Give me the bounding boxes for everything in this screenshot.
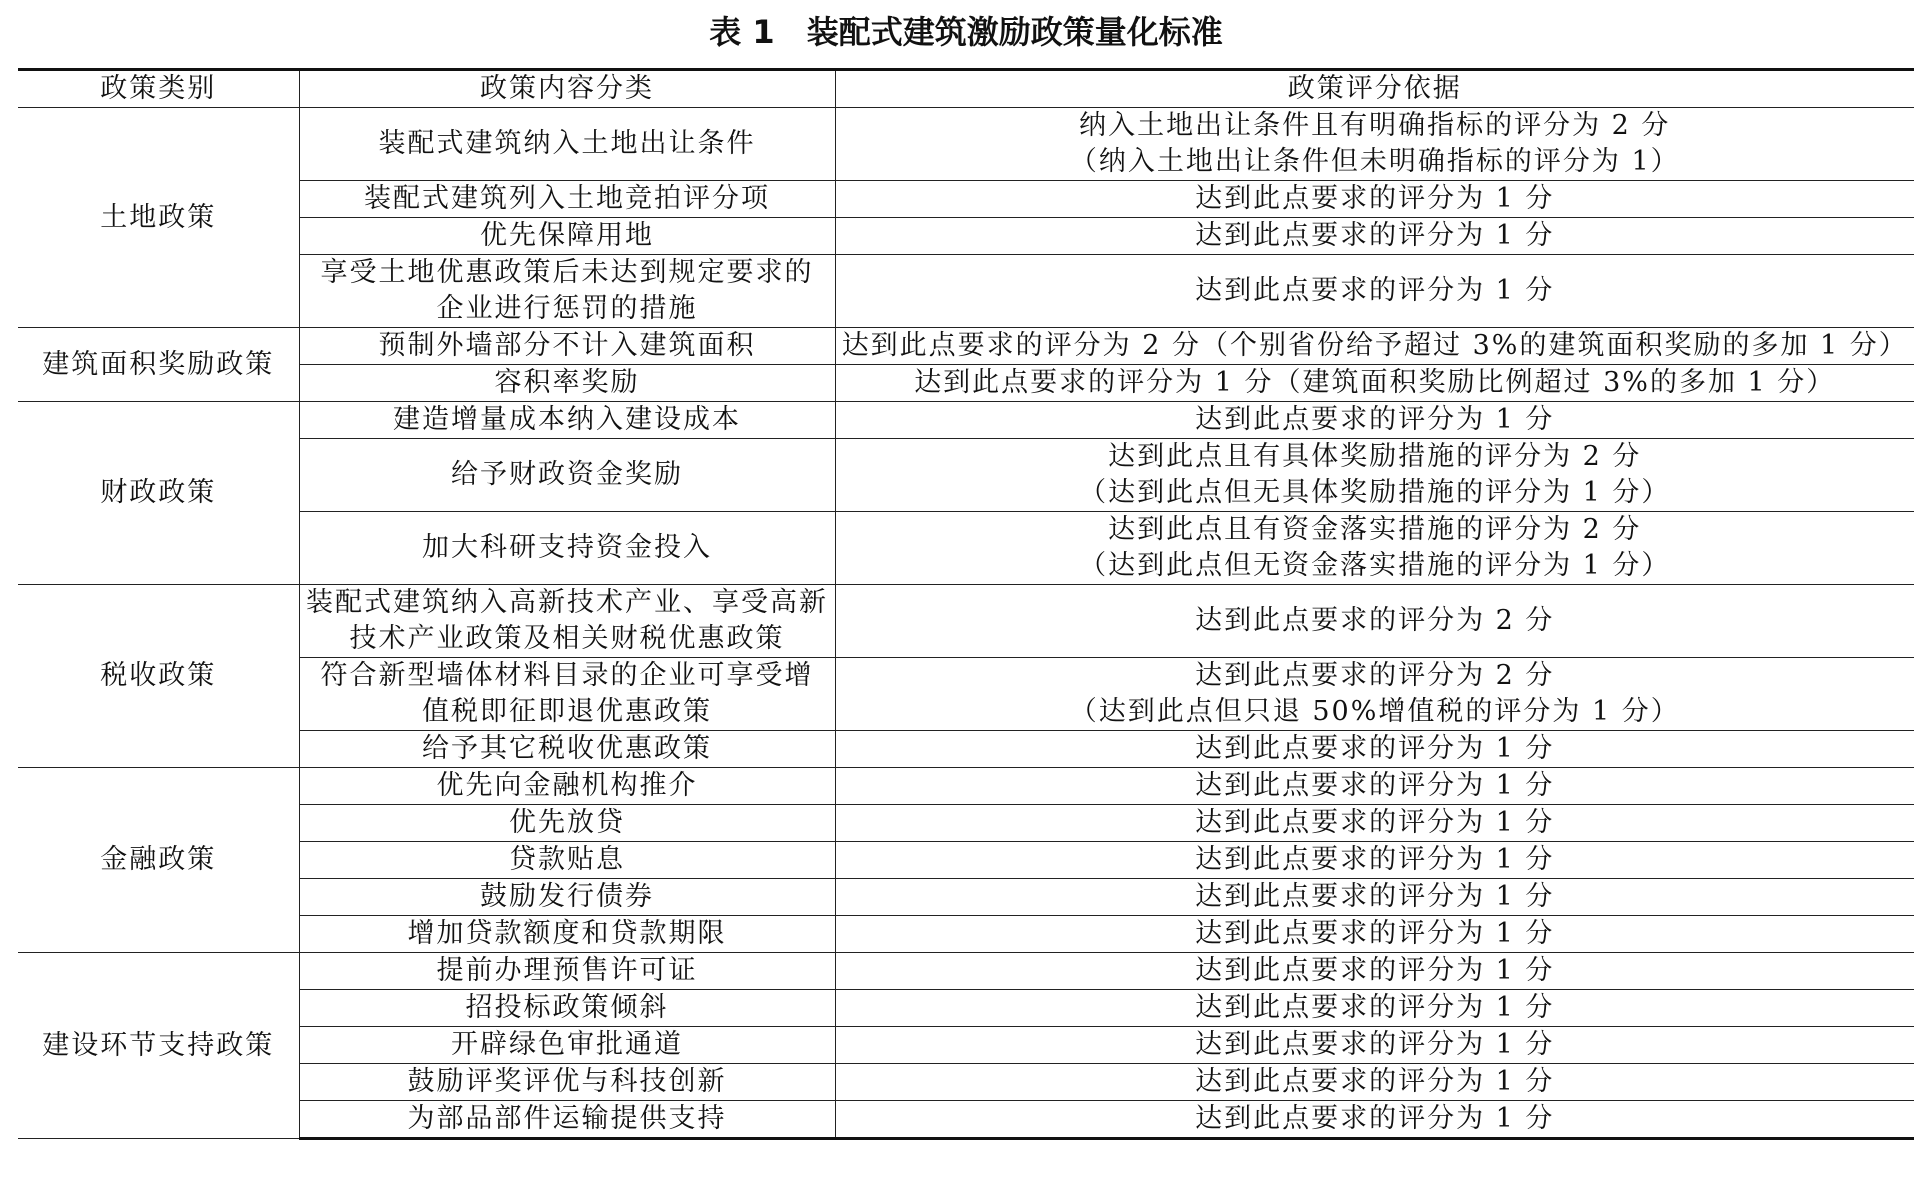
content-cell: 提前办理预售许可证 (299, 953, 835, 990)
criteria-cell (835, 439, 1914, 512)
content-cell: 优先放贷 (299, 805, 835, 842)
criteria-cell: 达到此点要求的评分为 2 分（个别省份给予超过 3%的建筑面积奖励的多加 1 分） (835, 328, 1914, 365)
table-body (18, 108, 1914, 1139)
criteria-cell: 达到此点要求的评分为 1 分 (835, 1027, 1914, 1064)
content-cell-line: 企业进行惩罚的措施 (436, 293, 698, 324)
table-row (18, 1064, 1914, 1101)
table-title: 表 1 装配式建筑激励政策量化标准 (709, 13, 1223, 51)
content-cell (299, 255, 835, 328)
table-row (18, 842, 1914, 879)
criteria-cell (835, 108, 1914, 181)
table-row (18, 181, 1914, 218)
criteria-cell: 达到此点要求的评分为 1 分 (835, 218, 1914, 255)
criteria-cell: 达到此点要求的评分为 2 分 (835, 585, 1914, 658)
criteria-cell (835, 658, 1914, 731)
content-cell-line: 装配式建筑纳入高新技术产业、享受高新 (306, 587, 828, 618)
criteria-cell: 达到此点要求的评分为 1 分 (835, 916, 1914, 953)
category-cell: 建筑面积奖励政策 (18, 328, 299, 402)
criteria-cell: 达到此点要求的评分为 1 分 (835, 768, 1914, 805)
criteria-cell: 达到此点要求的评分为 1 分 (835, 1064, 1914, 1101)
criteria-cell: 达到此点要求的评分为 1 分（建筑面积奖励比例超过 3%的多加 1 分） (835, 365, 1914, 402)
table-row (18, 585, 1914, 658)
content-cell: 贷款贴息 (299, 842, 835, 879)
criteria-cell-line: （达到此点但无具体奖励措施的评分为 1 分） (1079, 477, 1671, 508)
category-cell: 税收政策 (18, 585, 299, 768)
table-row (18, 402, 1914, 439)
content-cell-line: 享受土地优惠政策后未达到规定要求的 (320, 257, 814, 288)
criteria-cell: 达到此点要求的评分为 1 分 (835, 953, 1914, 990)
table-row (18, 731, 1914, 768)
criteria-cell-line: （达到此点但只退 50%增值税的评分为 1 分） (1069, 696, 1680, 727)
content-cell (299, 658, 835, 731)
content-cell: 建造增量成本纳入建设成本 (299, 402, 835, 439)
table-row (18, 953, 1914, 990)
content-cell: 预制外墙部分不计入建筑面积 (299, 328, 835, 365)
table-row (18, 1027, 1914, 1064)
table-row (18, 916, 1914, 953)
table-row (18, 108, 1914, 181)
header-category: 政策类别 (18, 70, 299, 108)
criteria-cell: 达到此点要求的评分为 1 分 (835, 402, 1914, 439)
table-row (18, 365, 1914, 402)
table-row (18, 512, 1914, 585)
content-cell: 加大科研支持资金投入 (299, 512, 835, 585)
table-row (18, 990, 1914, 1027)
table-row (18, 218, 1914, 255)
table-row (18, 768, 1914, 805)
criteria-cell-line: 达到此点且有具体奖励措施的评分为 2 分 (1108, 441, 1642, 472)
content-cell: 鼓励发行债券 (299, 879, 835, 916)
criteria-cell-line: 纳入土地出让条件且有明确指标的评分为 2 分 (1079, 110, 1671, 141)
table-row (18, 328, 1914, 365)
criteria-cell (835, 512, 1914, 585)
content-cell: 招投标政策倾斜 (299, 990, 835, 1027)
content-cell: 装配式建筑纳入土地出让条件 (299, 108, 835, 181)
content-cell: 给予财政资金奖励 (299, 439, 835, 512)
content-cell-line: 值税即征即退优惠政策 (422, 696, 712, 727)
criteria-cell: 达到此点要求的评分为 1 分 (835, 255, 1914, 328)
criteria-cell-line: （纳入土地出让条件但未明确指标的评分为 1） (1069, 146, 1680, 177)
criteria-cell: 达到此点要求的评分为 1 分 (835, 879, 1914, 916)
criteria-cell: 达到此点要求的评分为 1 分 (835, 990, 1914, 1027)
header-criteria: 政策评分依据 (835, 70, 1914, 108)
criteria-cell-line: （达到此点但无资金落实措施的评分为 1 分） (1079, 550, 1671, 581)
criteria-cell: 达到此点要求的评分为 1 分 (835, 1101, 1914, 1139)
content-cell (299, 585, 835, 658)
table-row (18, 658, 1914, 731)
criteria-cell: 达到此点要求的评分为 1 分 (835, 181, 1914, 218)
table-row (18, 255, 1914, 328)
table-row (18, 439, 1914, 512)
content-cell: 优先保障用地 (299, 218, 835, 255)
category-cell: 金融政策 (18, 768, 299, 953)
content-cell: 优先向金融机构推介 (299, 768, 835, 805)
content-cell: 装配式建筑列入土地竞拍评分项 (299, 181, 835, 218)
category-cell: 建设环节支持政策 (18, 953, 299, 1139)
header-row (18, 70, 1914, 108)
header-content: 政策内容分类 (299, 70, 835, 108)
criteria-cell: 达到此点要求的评分为 1 分 (835, 731, 1914, 768)
content-cell: 增加贷款额度和贷款期限 (299, 916, 835, 953)
content-cell: 为部品部件运输提供支持 (299, 1101, 835, 1139)
category-cell: 财政政策 (18, 402, 299, 585)
content-cell: 给予其它税收优惠政策 (299, 731, 835, 768)
table-row (18, 805, 1914, 842)
table-row (18, 1101, 1914, 1139)
content-cell-line: 符合新型墙体材料目录的企业可享受增 (320, 660, 814, 691)
table-row (18, 879, 1914, 916)
content-cell: 开辟绿色审批通道 (299, 1027, 835, 1064)
criteria-cell: 达到此点要求的评分为 1 分 (835, 842, 1914, 879)
criteria-cell: 达到此点要求的评分为 1 分 (835, 805, 1914, 842)
policy-table (18, 68, 1914, 1140)
content-cell: 鼓励评奖评优与科技创新 (299, 1064, 835, 1101)
content-cell: 容积率奖励 (299, 365, 835, 402)
criteria-cell-line: 达到此点且有资金落实措施的评分为 2 分 (1108, 514, 1642, 545)
category-cell: 土地政策 (18, 108, 299, 328)
content-cell-line: 技术产业政策及相关财税优惠政策 (349, 623, 785, 654)
criteria-cell-line: 达到此点要求的评分为 2 分 (1195, 660, 1555, 691)
